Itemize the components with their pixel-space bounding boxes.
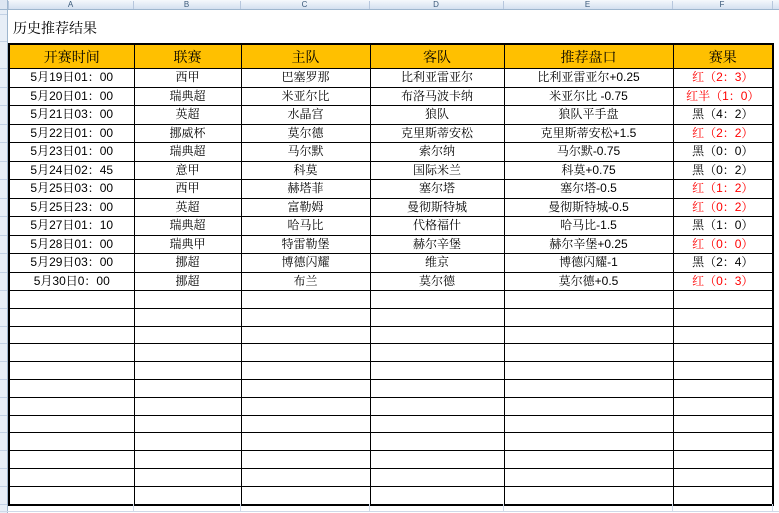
row-header-separator bbox=[0, 343, 7, 344]
gridline-horizontal bbox=[0, 511, 779, 512]
column-header-separator bbox=[133, 1, 134, 9]
empty-cell[interactable] bbox=[370, 291, 504, 309]
empty-cell[interactable] bbox=[134, 291, 241, 309]
empty-cell[interactable] bbox=[673, 415, 773, 433]
column-header-separator bbox=[672, 1, 673, 9]
empty-cell[interactable] bbox=[370, 344, 504, 362]
empty-cell[interactable] bbox=[370, 468, 504, 486]
row-header-separator bbox=[0, 308, 7, 309]
row-header-separator bbox=[0, 253, 7, 254]
cell-time[interactable]: 5月23日01：00 bbox=[9, 143, 134, 162]
empty-cell[interactable] bbox=[134, 468, 241, 486]
table-row bbox=[9, 69, 773, 88]
row-header-separator bbox=[0, 87, 7, 88]
cell-time[interactable]: 5月27日01：10 bbox=[9, 217, 134, 236]
empty-table-row bbox=[9, 468, 773, 486]
cell-away-team[interactable]: 莫尔德 bbox=[370, 272, 504, 291]
cell-result[interactable]: 红（0：3） bbox=[673, 272, 773, 291]
row-header-separator bbox=[0, 450, 7, 451]
cell-result[interactable]: 黑（4：2） bbox=[673, 106, 773, 125]
empty-cell[interactable] bbox=[673, 451, 773, 469]
header-cell-time[interactable]: 开赛时间 bbox=[9, 44, 134, 69]
empty-table-row bbox=[9, 362, 773, 380]
cell-league[interactable]: 挪超 bbox=[134, 254, 241, 273]
cell-away-team[interactable]: 国际米兰 bbox=[370, 161, 504, 180]
row-header-separator bbox=[0, 468, 7, 469]
empty-cell[interactable] bbox=[504, 468, 673, 486]
cell-home-team[interactable]: 水晶宫 bbox=[241, 106, 370, 125]
empty-cell[interactable] bbox=[9, 451, 134, 469]
row-header-separator bbox=[0, 361, 7, 362]
cell-result[interactable]: 红半（1：0） bbox=[673, 87, 773, 106]
empty-cell[interactable] bbox=[504, 362, 673, 380]
empty-cell[interactable] bbox=[673, 379, 773, 397]
empty-cell[interactable] bbox=[9, 433, 134, 451]
column-header-separator bbox=[772, 1, 773, 9]
empty-cell[interactable] bbox=[9, 415, 134, 433]
empty-cell[interactable] bbox=[504, 397, 673, 415]
empty-table-row bbox=[9, 433, 773, 451]
empty-cell[interactable] bbox=[241, 379, 370, 397]
column-header-E[interactable]: E bbox=[584, 0, 591, 9]
table-row bbox=[9, 161, 773, 180]
cell-time[interactable]: 5月30日0：00 bbox=[9, 272, 134, 291]
column-header-B[interactable]: B bbox=[183, 0, 190, 9]
cell-home-team[interactable]: 哈马比 bbox=[241, 217, 370, 236]
empty-cell[interactable] bbox=[241, 326, 370, 344]
empty-cell[interactable] bbox=[134, 397, 241, 415]
row-header-separator bbox=[0, 179, 7, 180]
empty-cell[interactable] bbox=[673, 344, 773, 362]
row-header-separator bbox=[0, 326, 7, 327]
cell-league[interactable]: 挪超 bbox=[134, 272, 241, 291]
table-row bbox=[9, 217, 773, 236]
cell-time[interactable]: 5月22日01：00 bbox=[9, 124, 134, 143]
row-header-separator bbox=[0, 41, 7, 42]
results-table bbox=[8, 43, 774, 506]
empty-cell[interactable] bbox=[9, 379, 134, 397]
empty-cell[interactable] bbox=[504, 291, 673, 309]
empty-cell[interactable] bbox=[504, 451, 673, 469]
column-header-F[interactable]: F bbox=[719, 0, 725, 9]
empty-cell[interactable] bbox=[673, 291, 773, 309]
cell-handicap[interactable]: 比利亚雷亚尔+0.25 bbox=[504, 69, 673, 88]
cell-handicap[interactable]: 赫尔辛堡+0.25 bbox=[504, 235, 673, 254]
cell-away-team[interactable]: 比利亚雷亚尔 bbox=[370, 69, 504, 88]
empty-cell[interactable] bbox=[504, 326, 673, 344]
gridline-vertical bbox=[133, 504, 134, 511]
cell-home-team[interactable]: 布兰 bbox=[241, 272, 370, 291]
empty-table-row bbox=[9, 379, 773, 397]
empty-cell[interactable] bbox=[504, 379, 673, 397]
column-header-A[interactable]: A bbox=[67, 0, 74, 9]
cell-league[interactable]: 英超 bbox=[134, 106, 241, 125]
row-header-separator bbox=[0, 432, 7, 433]
cell-time[interactable]: 5月25日03：00 bbox=[9, 180, 134, 199]
column-header-separator bbox=[369, 1, 370, 9]
empty-cell[interactable] bbox=[673, 326, 773, 344]
empty-table-row bbox=[9, 486, 773, 504]
column-header-separator bbox=[8, 1, 9, 9]
cell-time[interactable]: 5月25日23：00 bbox=[9, 198, 134, 217]
row-header-separator bbox=[0, 290, 7, 291]
table-header-row bbox=[9, 44, 773, 69]
empty-cell[interactable] bbox=[9, 486, 134, 504]
cell-handicap[interactable]: 博德闪耀-1 bbox=[504, 254, 673, 273]
table-row bbox=[9, 235, 773, 254]
column-header-strip[interactable] bbox=[0, 0, 779, 10]
cell-handicap[interactable]: 克里斯蒂安松+1.5 bbox=[504, 124, 673, 143]
table-row bbox=[9, 124, 773, 143]
header-cell-result[interactable]: 赛果 bbox=[673, 44, 773, 69]
column-header-D[interactable]: D bbox=[433, 0, 439, 9]
cell-handicap[interactable]: 米亚尔比 -0.75 bbox=[504, 87, 673, 106]
cell-home-team[interactable]: 特雷勒堡 bbox=[241, 235, 370, 254]
sheet-title[interactable]: 历史推荐结果 bbox=[13, 20, 97, 36]
cell-away-team[interactable]: 维京 bbox=[370, 254, 504, 273]
cell-home-team[interactable]: 马尔默 bbox=[241, 143, 370, 162]
table-row bbox=[9, 143, 773, 162]
cell-league[interactable]: 意甲 bbox=[134, 161, 241, 180]
empty-cell[interactable] bbox=[504, 344, 673, 362]
row-header-separator bbox=[0, 142, 7, 143]
row-header-separator bbox=[0, 235, 7, 236]
row-header-separator bbox=[0, 397, 7, 398]
empty-cell[interactable] bbox=[370, 397, 504, 415]
empty-cell[interactable] bbox=[673, 468, 773, 486]
cell-away-team[interactable]: 狼队 bbox=[370, 106, 504, 125]
cell-handicap[interactable]: 狼队平手盘 bbox=[504, 106, 673, 125]
empty-cell[interactable] bbox=[504, 308, 673, 326]
cell-away-team[interactable]: 塞尔塔 bbox=[370, 180, 504, 199]
empty-cell[interactable] bbox=[504, 486, 673, 504]
row-header-separator bbox=[0, 379, 7, 380]
gridline-vertical bbox=[240, 504, 241, 511]
empty-cell[interactable] bbox=[9, 308, 134, 326]
empty-cell[interactable] bbox=[673, 433, 773, 451]
header-cell-handicap[interactable]: 推荐盘口 bbox=[504, 44, 673, 69]
cell-result[interactable]: 黑（2：4） bbox=[673, 254, 773, 273]
row-header-separator bbox=[0, 216, 7, 217]
empty-cell[interactable] bbox=[9, 291, 134, 309]
row-header-separator bbox=[0, 124, 7, 125]
cell-away-team[interactable]: 代格福什 bbox=[370, 217, 504, 236]
empty-cell[interactable] bbox=[370, 308, 504, 326]
cell-handicap[interactable]: 哈马比-1.5 bbox=[504, 217, 673, 236]
empty-cell[interactable] bbox=[134, 326, 241, 344]
empty-cell[interactable] bbox=[370, 379, 504, 397]
empty-cell[interactable] bbox=[241, 415, 370, 433]
cell-result[interactable]: 红（2：3） bbox=[673, 69, 773, 88]
column-header-separator bbox=[240, 1, 241, 9]
empty-cell[interactable] bbox=[134, 344, 241, 362]
gridline-vertical bbox=[672, 504, 673, 511]
row-header-separator bbox=[0, 198, 7, 199]
empty-cell[interactable] bbox=[673, 308, 773, 326]
header-cell-home-team[interactable]: 主队 bbox=[241, 44, 370, 69]
empty-table-row bbox=[9, 397, 773, 415]
empty-cell[interactable] bbox=[241, 451, 370, 469]
empty-cell[interactable] bbox=[241, 344, 370, 362]
cell-result[interactable]: 红（1：2） bbox=[673, 180, 773, 199]
cell-away-team[interactable]: 索尔纳 bbox=[370, 143, 504, 162]
empty-cell[interactable] bbox=[134, 415, 241, 433]
empty-table-row bbox=[9, 308, 773, 326]
empty-table-row bbox=[9, 291, 773, 309]
cell-league[interactable]: 西甲 bbox=[134, 69, 241, 88]
empty-cell[interactable] bbox=[9, 468, 134, 486]
empty-cell[interactable] bbox=[370, 362, 504, 380]
cell-result[interactable]: 红（0：2） bbox=[673, 198, 773, 217]
gridline-vertical bbox=[369, 504, 370, 511]
cell-league[interactable]: 西甲 bbox=[134, 180, 241, 199]
empty-cell[interactable] bbox=[241, 433, 370, 451]
table-row bbox=[9, 254, 773, 273]
empty-cell[interactable] bbox=[9, 362, 134, 380]
cell-league[interactable]: 瑞典超 bbox=[134, 87, 241, 106]
empty-table-row bbox=[9, 344, 773, 362]
row-header-separator bbox=[0, 415, 7, 416]
empty-table-row bbox=[9, 415, 773, 433]
table-row bbox=[9, 198, 773, 217]
empty-cell[interactable] bbox=[9, 397, 134, 415]
row-header-separator bbox=[0, 105, 7, 106]
cell-time[interactable]: 5月29日03：00 bbox=[9, 254, 134, 273]
empty-cell[interactable] bbox=[370, 433, 504, 451]
table-row bbox=[9, 180, 773, 199]
table-row bbox=[9, 87, 773, 106]
empty-cell[interactable] bbox=[9, 326, 134, 344]
cell-home-team[interactable]: 莫尔德 bbox=[241, 124, 370, 143]
cell-league[interactable]: 英超 bbox=[134, 198, 241, 217]
cell-time[interactable]: 5月24日02：45 bbox=[9, 161, 134, 180]
table-row bbox=[9, 272, 773, 291]
empty-cell[interactable] bbox=[673, 362, 773, 380]
empty-cell[interactable] bbox=[134, 379, 241, 397]
cell-league[interactable]: 瑞典甲 bbox=[134, 235, 241, 254]
empty-cell[interactable] bbox=[241, 397, 370, 415]
row-header-separator bbox=[0, 68, 7, 69]
cell-time[interactable]: 5月28日01：00 bbox=[9, 235, 134, 254]
empty-cell[interactable] bbox=[504, 415, 673, 433]
row-header-separator bbox=[0, 504, 7, 505]
gridline-vertical bbox=[772, 504, 773, 511]
empty-cell[interactable] bbox=[370, 326, 504, 344]
cell-away-team[interactable]: 克里斯蒂安松 bbox=[370, 124, 504, 143]
cell-league[interactable]: 挪威杯 bbox=[134, 124, 241, 143]
empty-cell[interactable] bbox=[134, 486, 241, 504]
cell-result[interactable]: 黑（0：2） bbox=[673, 161, 773, 180]
cell-handicap[interactable]: 塞尔塔-0.5 bbox=[504, 180, 673, 199]
cell-result[interactable]: 黑（1：0） bbox=[673, 217, 773, 236]
row-header-separator bbox=[0, 486, 7, 487]
empty-cell[interactable] bbox=[370, 451, 504, 469]
empty-cell[interactable] bbox=[134, 308, 241, 326]
column-header-C[interactable]: C bbox=[301, 0, 308, 9]
header-cell-league[interactable]: 联赛 bbox=[134, 44, 241, 69]
cell-result[interactable]: 黑（0：0） bbox=[673, 143, 773, 162]
empty-cell[interactable] bbox=[504, 433, 673, 451]
empty-cell[interactable] bbox=[241, 308, 370, 326]
row-header-separator bbox=[0, 14, 7, 15]
empty-cell[interactable] bbox=[241, 291, 370, 309]
cell-handicap[interactable]: 莫尔德+0.5 bbox=[504, 272, 673, 291]
column-header-separator bbox=[503, 1, 504, 9]
gridline-vertical bbox=[503, 504, 504, 511]
cell-home-team[interactable]: 赫塔菲 bbox=[241, 180, 370, 199]
header-cell-away-team[interactable]: 客队 bbox=[370, 44, 504, 69]
table-row bbox=[9, 106, 773, 125]
row-header-separator bbox=[0, 161, 7, 162]
cell-home-team[interactable]: 米亚尔比 bbox=[241, 87, 370, 106]
empty-cell[interactable] bbox=[241, 362, 370, 380]
empty-cell[interactable] bbox=[9, 344, 134, 362]
cell-result[interactable]: 红（0：0） bbox=[673, 235, 773, 254]
cell-away-team[interactable]: 曼彻斯特城 bbox=[370, 198, 504, 217]
cell-away-team[interactable]: 赫尔辛堡 bbox=[370, 235, 504, 254]
row-header-strip[interactable] bbox=[0, 10, 8, 513]
empty-cell[interactable] bbox=[241, 468, 370, 486]
cell-time[interactable]: 5月21日03：00 bbox=[9, 106, 134, 125]
empty-cell[interactable] bbox=[134, 451, 241, 469]
empty-cell[interactable] bbox=[673, 486, 773, 504]
empty-cell[interactable] bbox=[370, 415, 504, 433]
cell-result[interactable]: 红（2：2） bbox=[673, 124, 773, 143]
cell-handicap[interactable]: 曼彻斯特城-0.5 bbox=[504, 198, 673, 217]
table-body bbox=[9, 69, 773, 505]
empty-table-row bbox=[9, 326, 773, 344]
cell-home-team[interactable]: 博德闪耀 bbox=[241, 254, 370, 273]
cell-league[interactable]: 瑞典超 bbox=[134, 143, 241, 162]
cell-home-team[interactable]: 科莫 bbox=[241, 161, 370, 180]
cell-time[interactable]: 5月20日01：00 bbox=[9, 87, 134, 106]
empty-table-row bbox=[9, 451, 773, 469]
row-header-separator bbox=[0, 272, 7, 273]
empty-cell[interactable] bbox=[134, 433, 241, 451]
cell-handicap[interactable]: 科莫+0.75 bbox=[504, 161, 673, 180]
cell-home-team[interactable]: 巴塞罗那 bbox=[241, 69, 370, 88]
empty-cell[interactable] bbox=[370, 486, 504, 504]
cell-time[interactable]: 5月19日01：00 bbox=[9, 69, 134, 88]
cell-handicap[interactable]: 马尔默-0.75 bbox=[504, 143, 673, 162]
cell-league[interactable]: 瑞典超 bbox=[134, 217, 241, 236]
empty-cell[interactable] bbox=[241, 486, 370, 504]
cell-away-team[interactable]: 布洛马波卡纳 bbox=[370, 87, 504, 106]
empty-cell[interactable] bbox=[673, 397, 773, 415]
empty-cell[interactable] bbox=[134, 362, 241, 380]
cell-home-team[interactable]: 富勒姆 bbox=[241, 198, 370, 217]
select-all-corner[interactable] bbox=[0, 0, 8, 9]
